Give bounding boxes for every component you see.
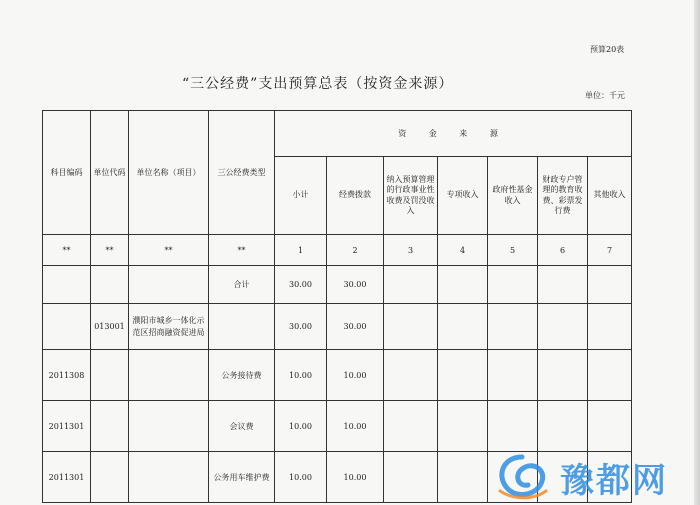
index-cell: 3 [384, 235, 438, 266]
index-cell: 2 [327, 235, 384, 266]
type-cell: 会议费 [209, 401, 275, 452]
empty-cell [384, 452, 438, 503]
subject-code-cell: 2011301 [43, 401, 91, 452]
budget-table [42, 110, 632, 503]
appropriation-cell: 30.00 [327, 304, 384, 350]
header-fund-source: 资 金 来 源 [275, 111, 632, 157]
document-number: 预算20表 [590, 45, 625, 54]
table-row-total [43, 266, 632, 304]
empty-cell [384, 266, 438, 304]
subject-code-cell: 2011301 [43, 452, 91, 503]
subject-code-cell: 2011308 [43, 350, 91, 401]
unit-name-cell: 濮阳市城乡一体化示范区招商融资促进局 [129, 304, 209, 350]
index-cell: 5 [488, 235, 538, 266]
subject-code-cell [43, 304, 91, 350]
index-cell: ** [209, 235, 275, 266]
empty-cell [384, 350, 438, 401]
unit-code-cell [91, 401, 129, 452]
unit-name-cell [129, 350, 209, 401]
empty-cell [538, 401, 588, 452]
empty-cell [384, 401, 438, 452]
type-cell: 合计 [209, 266, 275, 304]
watermark-text: 豫都网 [560, 461, 668, 501]
type-cell: 公务接待费 [209, 350, 275, 401]
subtotal-cell: 10.00 [275, 452, 327, 503]
subtotal-cell: 30.00 [275, 266, 327, 304]
subtotal-cell: 10.00 [275, 401, 327, 452]
empty-cell [588, 401, 632, 452]
appropriation-cell: 10.00 [327, 452, 384, 503]
header-included-fees: 纳入预算管理的行政事业性收费及罚没收入 [384, 157, 438, 235]
empty-cell [488, 266, 538, 304]
swirl-logo-icon [492, 451, 552, 501]
appropriation-cell: 30.00 [327, 266, 384, 304]
index-row [43, 235, 632, 266]
subtotal-cell: 30.00 [275, 304, 327, 350]
index-cell: ** [91, 235, 129, 266]
subject-code-cell [43, 266, 91, 304]
header-unit-code: 单位代码 [91, 111, 129, 235]
unit-name-cell [129, 401, 209, 452]
empty-cell [384, 304, 438, 350]
document-title: “三公经费”支出预算总表（按资金来源） [182, 76, 454, 92]
header-special-income: 专项收入 [438, 157, 488, 235]
header-row-top [43, 111, 632, 157]
header-appropriation: 经费拨款 [327, 157, 384, 235]
empty-cell [488, 304, 538, 350]
header-subtotal: 小计 [275, 157, 327, 235]
type-cell [209, 304, 275, 350]
unit-name-cell [129, 452, 209, 503]
table-row [43, 350, 632, 401]
table-row [43, 401, 632, 452]
empty-cell [588, 304, 632, 350]
empty-cell [488, 350, 538, 401]
empty-cell [588, 266, 632, 304]
type-cell: 公务用车维护费 [209, 452, 275, 503]
table-row-unit [43, 304, 632, 350]
index-cell: ** [129, 235, 209, 266]
empty-cell [588, 350, 632, 401]
scan-edge [694, 0, 700, 505]
appropriation-cell: 10.00 [327, 350, 384, 401]
empty-cell [538, 350, 588, 401]
header-type: 三公经费类型 [209, 111, 275, 235]
empty-cell [488, 401, 538, 452]
header-subject-code: 科目编码 [43, 111, 91, 235]
empty-cell [438, 401, 488, 452]
unit-label: 单位：千元 [585, 91, 625, 100]
empty-cell [438, 350, 488, 401]
header-other-income: 其他收入 [588, 157, 632, 235]
empty-cell [438, 266, 488, 304]
index-cell: ** [43, 235, 91, 266]
subtotal-cell: 10.00 [275, 350, 327, 401]
index-cell: 4 [438, 235, 488, 266]
index-cell: 7 [588, 235, 632, 266]
empty-cell [438, 304, 488, 350]
index-cell: 6 [538, 235, 588, 266]
appropriation-cell: 10.00 [327, 401, 384, 452]
unit-code-cell: 013001 [91, 304, 129, 350]
header-fiscal-special: 财政专户管理的教育收费、彩票发行费 [538, 157, 588, 235]
unit-code-cell [91, 350, 129, 401]
empty-cell [438, 452, 488, 503]
empty-cell [538, 266, 588, 304]
header-gov-fund: 政府性基金收入 [488, 157, 538, 235]
watermark-logo [488, 447, 698, 505]
unit-name-cell [129, 266, 209, 304]
empty-cell [538, 304, 588, 350]
unit-code-cell [91, 452, 129, 503]
header-unit-name: 单位名称（项目） [129, 111, 209, 235]
index-cell: 1 [275, 235, 327, 266]
unit-code-cell [91, 266, 129, 304]
